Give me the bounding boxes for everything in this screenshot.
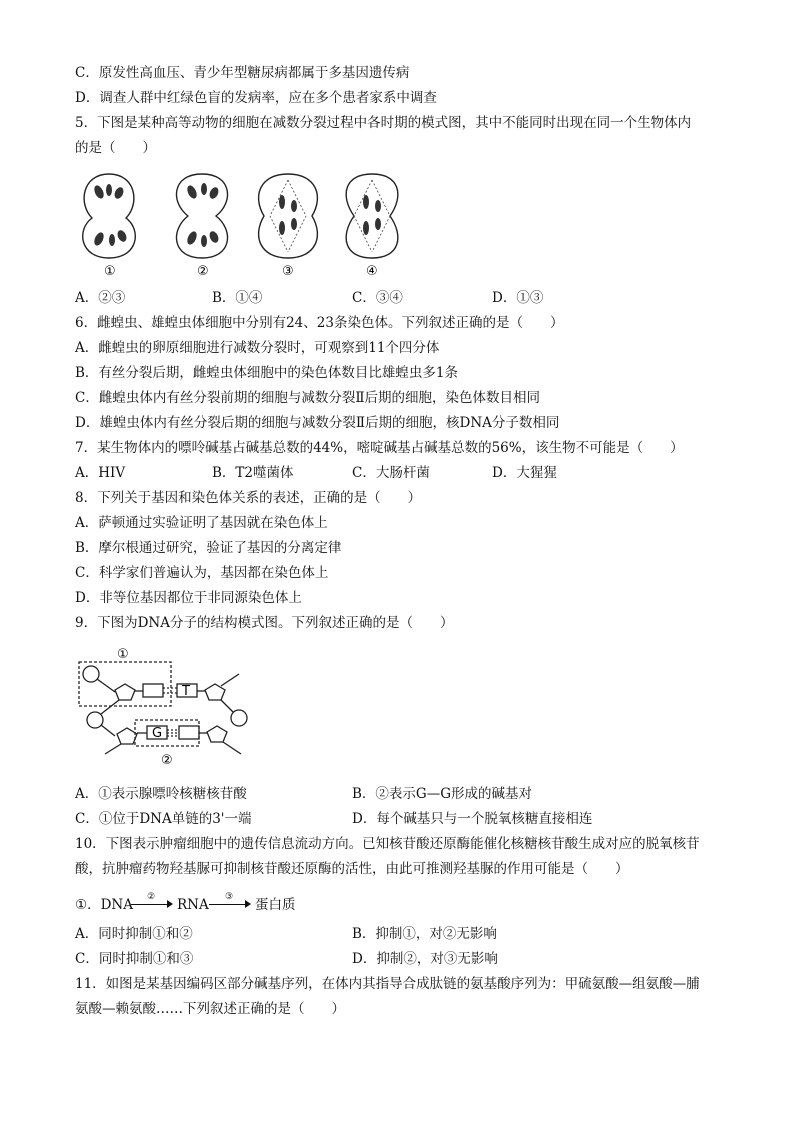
q6-option-a: A．雌蝗虫的卵原细胞进行减数分裂时，可观察到11个四分体 — [75, 340, 440, 356]
cell-caption-1: ① — [104, 264, 116, 279]
cell-caption-3: ③ — [282, 264, 294, 279]
q7-option-d: D．大猩猩 — [492, 465, 557, 481]
q5-stem: 5．下图是某种高等动物的细胞在减数分裂过程中各时期的模式图，其中不能同时出现在同一个生物体内 — [75, 115, 692, 131]
q6-option-b: B．有丝分裂后期，雌蝗虫体细胞中的染色体数目比雄蝗虫多1条 — [75, 365, 459, 381]
q7-option-a: A．HIV — [75, 465, 126, 481]
q8-option-b: B．摩尔根通过研究，验证了基因的分离定律 — [75, 540, 342, 556]
cell-caption-4: ④ — [366, 264, 378, 279]
flow-arrow-3 — [209, 892, 253, 914]
arrow-right-icon — [209, 904, 249, 905]
dna-base-t: T — [182, 684, 190, 699]
q5-option-c: C．③④ — [352, 290, 403, 306]
q9-stem: 9．下图为DNA分子的结构模式图。下列叙述正确的是（ ） — [75, 615, 454, 631]
q8-option-c: C．科学家们普遍认为，基因都在染色体上 — [75, 565, 329, 581]
q4-option-c: C．原发性高血压、青少年型糖尿病都属于多基因遗传病 — [75, 65, 410, 81]
q5-option-a: A．②③ — [75, 290, 126, 306]
cell-caption-2: ② — [197, 264, 209, 279]
q11-stem-cont: 氨酸—赖氨酸……下列叙述正确的是（ ） — [75, 1001, 345, 1017]
q10-stem: 10．下图表示肿瘤细胞中的遗传信息流动方向。已知核苷酸还原酶能催化核糖核苷酸生成对应的脱氧核苷 — [75, 836, 700, 852]
meiosis-cells-figure — [72, 166, 412, 278]
arrow-right-icon — [131, 904, 171, 905]
q10-stem-cont: 酸，抗肿瘤药物羟基脲可抑制核苷酸还原酶的活性，由此可推测羟基脲的作用可能是（ ） — [75, 861, 629, 877]
q5-option-d: D．①③ — [492, 290, 544, 306]
q10-option-d: D．抑制②，对③无影响 — [352, 951, 498, 967]
flow-arrow-2 — [131, 892, 175, 914]
q5-stem-cont: 的是（ ） — [75, 140, 156, 156]
dna-label-1: ① — [117, 647, 129, 662]
flow-protein: 蛋白质 — [255, 897, 296, 913]
q11-stem: 11．如图是某基因编码区部分碱基序列，在体内其指导合成肽链的氨基酸序列为：甲硫氨酸—组氨酸—脯 — [75, 976, 700, 992]
q8-option-a: A．萨顿通过实验证明了基因就在染色体上 — [75, 515, 328, 531]
q9-option-b: B．②表示G—G形成的碱基对 — [352, 786, 532, 802]
dna-base-g: G — [152, 726, 163, 741]
q6-option-c: C．雌蝗虫体内有丝分裂前期的细胞与减数分裂Ⅱ后期的细胞，染色体数目相同 — [75, 390, 541, 406]
flow-arrow-3-label: ③ — [225, 892, 234, 902]
q10-option-c: C．同时抑制①和③ — [75, 951, 194, 967]
q8-stem: 8．下列关于基因和染色体关系的表述，正确的是（ ） — [75, 490, 422, 506]
q10-option-b: B．抑制①，对②无影响 — [352, 926, 497, 942]
q5-option-b: B．①④ — [212, 290, 263, 306]
dna-label-2: ② — [161, 753, 173, 768]
q10-option-a: A．同时抑制①和② — [75, 926, 193, 942]
q7-option-c: C．大肠杆菌 — [352, 465, 430, 481]
q6-stem: 6．雌蝗虫、雄蝗虫体细胞中分别有24、23条染色体。下列叙述正确的是（ ） — [75, 315, 564, 331]
q4-option-d: D．调查人群中红绿色盲的发病率，应在多个患者家系中调查 — [75, 90, 437, 106]
flow-rna: RNA — [177, 897, 209, 913]
flow-arrow-2-label: ② — [147, 892, 156, 902]
q7-option-b: B．T2噬菌体 — [212, 465, 294, 481]
q9-option-c: C．①位于DNA单链的3'一端 — [75, 811, 252, 827]
q6-option-d: D．雄蝗虫体内有丝分裂后期的细胞与减数分裂Ⅱ后期的细胞，核DNA分子数相同 — [75, 415, 560, 431]
info-flow-diagram — [75, 892, 335, 916]
dna-structure-diagram — [75, 640, 275, 768]
flow-dna: ①．DNA — [75, 897, 133, 913]
q9-option-d: D．每个碱基只与一个脱氧核糖直接相连 — [352, 811, 593, 827]
q9-option-a: A．①表示腺嘌呤核糖核苷酸 — [75, 786, 247, 802]
q7-stem: 7．某生物体内的嘌呤碱基占碱基总数的44%，嘧啶碱基占碱基总数的56%，该生物不可能是（ ） — [75, 440, 684, 456]
q8-option-d: D．非等位基因都位于非同源染色体上 — [75, 590, 302, 606]
